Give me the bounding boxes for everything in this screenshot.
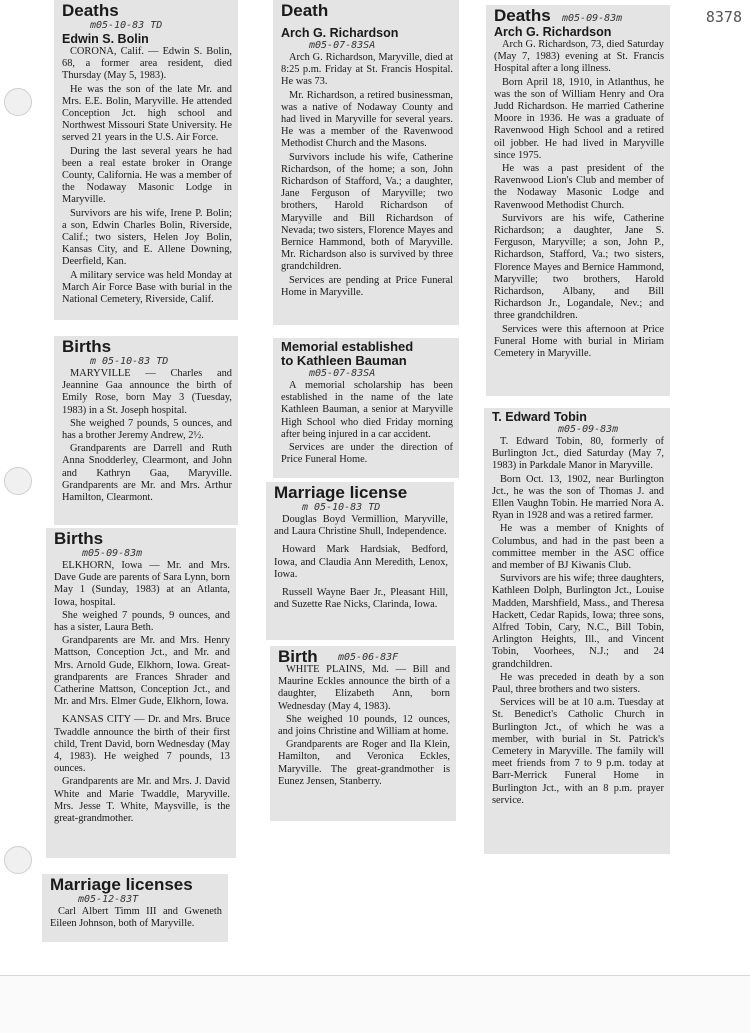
memorial-heading: to Kathleen Bauman — [281, 353, 407, 368]
paragraph: She weighed 10 pounds, 12 ounces, and joins Christine and William at home. — [278, 713, 450, 738]
clipping-birth-eckles — [270, 646, 456, 821]
handwritten-date: m05-09-83m — [558, 424, 619, 435]
paragraph: Survivors are his wife, Irene P. Bolin; a son, Edwin Charles Bolin, Riverside, Calif.; two sisters, Helen Joy Bolin, Kansas City, and E. Allene Downing, Deerfield, Kan. — [62, 207, 232, 268]
obituary-name: Arch G. Richardson — [494, 25, 612, 39]
paragraph: Born Oct. 13, 1902, near Burlington Jct., he was the son of Thomas J. and Ellen Vaughn Tobin. He married Nora A. Ryan in 1928 and was a retired farmer. — [492, 473, 664, 522]
paragraph: Survivors are his wife, Catherine Richardson; a daughter, Jane S. Ferguson, Maryville; a son, John P., Richardson, Stafford, Va.; two sisters, Florence Mayes and Bernice Hammond, Maryville; two brothers, Harold Richardson, Albany, and Bill Richardson Jr., Logandale, Nev.; and three grandchildren. — [494, 212, 664, 322]
paragraph: Grandparents are Roger and Ila Klein, Hamilton, and Veronica Eckles, Maryville. The great-grandmother is Eunez Jensen, Stanberry. — [278, 739, 450, 787]
paragraph: Services were this afternoon at Price Funeral Home with burial in Miriam Cemetery in Maryville. — [494, 323, 664, 360]
paragraph: Grandparents are Mr. and Mrs. J. David White and Marie Twaddle, Maryville. Mrs. Jesse T. White, Maysville, is the great-grandmother. — [54, 776, 230, 825]
paragraph: During the last several years he had been a real estate broker in Orange County, California. He was a member of the Nodaway Masonic Lodge in Maryville. — [62, 145, 232, 206]
handwritten-date: m05-10-83 TD — [90, 20, 163, 31]
paragraph: T. Edward Tobin, 80, formerly of Burlington Jct., died Saturday (May 7, 1983) in Parkdale Manor in Maryville. — [492, 436, 664, 472]
handwritten-date: m05-07-83SA — [309, 368, 376, 379]
clipping-marriage-license — [266, 482, 454, 640]
paragraph: Douglas Boyd Vermillion, Maryville, and Laura Christine Shull, Independence. — [274, 514, 448, 538]
paragraph: Survivors include his wife, Catherine Richardson, of the home; a son, John Richardson of Stafford, Va.; a daughter, Jane Ferguson of Maryville; two brothers, Harold Richardson of Maryville and Bill Richardson of Nevada; two sisters, Florence Mayes and Bernice Hammond, both of Maryville. Mr. Richardson also is survived by three grandchildren. — [281, 151, 453, 273]
handwritten-date: m05-09-83m — [82, 548, 143, 559]
obituary-name: Arch G. Richardson — [281, 26, 399, 40]
paragraph: He was preceded in death by a son Paul, three brothers and two sisters. — [492, 671, 664, 696]
clipping-heading: Marriage license — [274, 483, 408, 502]
paragraph: Carl Albert Timm III and Gweneth Eileen Johnson, both of Maryville. — [50, 906, 222, 930]
clipping-death-richardson — [273, 0, 459, 325]
paragraph: A memorial scholarship has been established in the name of the late Kathleen Bauman, a senior at Maryville High School who died Friday morning after being injured in a car accident. — [281, 380, 453, 440]
paragraph: ELKHORN, Iowa — Mr. and Mrs. Dave Gude are parents of Sara Lynn, born May 1 (Sunday, 1983) at an Atlanta, Iowa, hospital. — [54, 560, 230, 608]
paragraph: He was a past president of the Ravenwood Lion's Club and member of the Nodaway Masonic Lodge and Ravenwood Methodist Church. — [494, 163, 664, 211]
clipping-memorial — [273, 338, 459, 478]
clipping-heading: Births — [54, 529, 104, 548]
paragraph: KANSAS CITY — Dr. and Mrs. Bruce Twaddle announce the birth of their first child, Trent David, born Wednesday (May 4, 1983). He weighed 7 pounds, 13 ounces. — [54, 714, 230, 775]
clipping-deaths-richardson — [486, 5, 670, 396]
paragraph: A military service was held Monday at March Air Force Base with burial in the National Cemetery, Riverside, Calif. — [62, 269, 232, 306]
paragraph: MARYVILLE — Charles and Jeannine Gaa announce the birth of Emily Rose, born May 3 (Tuesday, 1983) in a St. Joseph hospital. — [62, 368, 232, 416]
paragraph: WHITE PLAINS, Md. — Bill and Maurine Eckles announce the birth of a daughter, Elizabeth Ann, born Wednesday (May 4, 1983). — [278, 664, 450, 712]
punch-hole — [4, 467, 32, 495]
paragraph: Survivors are his wife; three daughters, Kathleen Dolph, Burlington Jct., Louise Madden, Marshfield, Mass., and Theresa Hackett, Cedar Rapids, Iowa; three sons, Alfred Tobin, Cary, N.C., Bill Tobin, Arlington Heights, Ill., and Vincent Tobin, Voorhees, N.J.; and 24 grandchildren. — [492, 573, 664, 670]
clipping-heading: Death — [281, 1, 329, 20]
paragraph: Arch G. Richardson, Maryville, died at 8:25 p.m. Friday at St. Francis Hospital. He was 73. — [281, 52, 453, 88]
paragraph: Arch G. Richardson, 73, died Saturday (May 7, 1983) evening at St. Francis Hospital after a long illness. — [494, 39, 664, 75]
clipping-heading: Deaths — [62, 1, 119, 20]
paragraph: Howard Mark Hardsiak, Bedford, Iowa, and Claudia Ann Meredith, Lenox, Iowa. — [274, 544, 448, 580]
paragraph: Mr. Richardson, a retired businessman, was a native of Nodaway County and had lived in Maryville for several years. He was a member of the Ravenwood Methodist Church and the Masons. — [281, 89, 453, 150]
paragraph: Services are pending at Price Funeral Home in Maryville. — [281, 274, 453, 298]
clipping-births-gaa — [54, 336, 238, 525]
paragraph: Russell Wayne Baer Jr., Pleasant Hill, and Suzette Rae Nicks, Clarinda, Iowa. — [274, 587, 448, 611]
paragraph: Grandparents are Darrell and Ruth Anna Snodderley, Clearmont, and John and Kathryn Gaa, Maryville. Grandparents are Mr. and Mrs. Arthur Hamilton, Clearmont. — [62, 443, 232, 504]
paragraph: Grandparents are Mr. and Mrs. Henry Mattson, Conception Jct., and Mr. and Mrs. Arnold Gude, Elkhorn, Iowa. Great-grandparents are Frances Shrader and Catherine Mattson, Conception Jct., and Mr. and Mrs. Elmer Gude, Elkhorn, Iowa. — [54, 635, 230, 708]
memorial-heading: Memorial established — [281, 339, 414, 354]
paragraph: Services will be at 10 a.m. Tuesday at St. Benedict's Catholic Church in Burlington Jct., of which he was a member, with burial in St. Patrick's Cemetery in Maryville. The family will meet friends from 7 to 9 p.m. today at Barr-Merrick Funeral Home in Burlington Jct., with an 8 p.m. prayer service. — [492, 697, 664, 806]
handwritten-date: m 05-10-83 TD — [302, 502, 381, 513]
paragraph: She weighed 7 pounds, 5 ounces, and has a brother Jeremy Andrew, 2½. — [62, 417, 232, 442]
punch-hole — [4, 846, 32, 874]
page-number: 8378 — [705, 8, 742, 26]
handwritten-date: m05-09-83m — [562, 13, 623, 24]
paragraph: CORONA, Calif. — Edwin S. Bolin, 68, a former area resident, died Thursday (May 5, 1983). — [62, 46, 232, 82]
clipping-marriage-timm — [42, 874, 228, 942]
paragraph: He was the son of the late Mr. and Mrs. E.E. Bolin, Maryville. He attended Conception Jct. high school and Northwest Missouri State University. He served 21 years in the U.S. Air Force. — [62, 83, 232, 144]
handwritten-date: m05-12-83T — [78, 894, 139, 905]
clipping-heading: Deaths — [494, 6, 551, 25]
obituary-name: T. Edward Tobin — [492, 410, 587, 424]
clipping-births-gude — [46, 528, 236, 858]
paragraph: Services are under the direction of Price Funeral Home. — [281, 442, 453, 466]
handwritten-date: m05-06-83F — [338, 652, 399, 663]
paragraph: She weighed 7 pounds, 9 ounces, and has a sister, Laura Beth. — [54, 609, 230, 634]
clipping-heading: Marriage licenses — [50, 875, 193, 894]
handwritten-date: m 05-10-83 TD — [90, 356, 169, 367]
clipping-heading: Birth — [278, 647, 318, 666]
paragraph: Born April 18, 1910, in Atlanthus, he was the son of William Henry and Ora Judd Richardson. He married Catherine Moore in 1936. He was a graduate of Ravenwood High School and a retired oil jobber. He had lived in Maryville since 1975. — [494, 76, 664, 161]
handwritten-date: m05-07-83SA — [309, 40, 376, 51]
clipping-heading: Births — [62, 337, 112, 356]
obituary-name: Edwin S. Bolin — [62, 32, 149, 46]
punch-hole — [4, 88, 32, 116]
paragraph: He was a member of Knights of Columbus, and had in the past been a committee member in the ASC office and member of BJ Kiwanis Club. — [492, 523, 664, 572]
clipping-tobin — [484, 408, 670, 854]
clipping-deaths-bolin — [54, 0, 238, 320]
